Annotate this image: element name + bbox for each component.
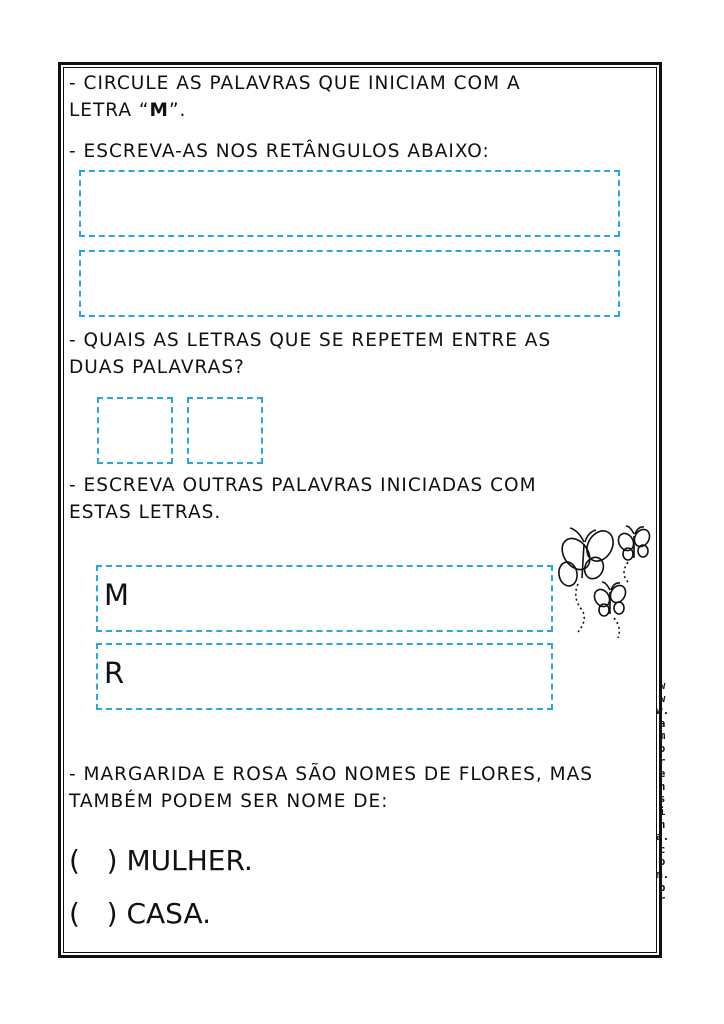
q1-highlight-letter: M [149, 100, 169, 121]
q1-line1: - CIRCULE AS PALAVRAS QUE INICIAM COM A [69, 73, 521, 94]
option-checkbox[interactable]: ( ) [69, 844, 118, 877]
site-watermark: www.amorensina.com.br [656, 679, 670, 907]
q1-line2-prefix: LETRA “ [69, 100, 150, 121]
option-casa[interactable] [69, 897, 211, 930]
q5-line2: TAMBÉM PODEM SER NOME DE: [69, 791, 389, 812]
q5-line1: - MARGARIDA E ROSA SÃO NOMES DE FLORES, MAS [69, 764, 593, 785]
option-label: MULHER. [126, 844, 253, 877]
q4-line2: ESTAS LETRAS. [69, 502, 222, 523]
butterflies-icon [548, 524, 658, 640]
q1-line2-suffix: ”. [168, 100, 187, 121]
answer-box-1[interactable] [79, 170, 620, 237]
letter-box-1[interactable] [97, 397, 173, 464]
r-words-box[interactable] [96, 643, 553, 710]
q3-line1: - QUAIS AS LETRAS QUE SE REPETEM ENTRE AS [69, 330, 552, 351]
option-label: CASA. [126, 897, 212, 930]
r-letter-label: R [104, 656, 125, 690]
m-letter-label: M [104, 578, 130, 612]
q4-line1: - ESCREVA OUTRAS PALAVRAS INICIADAS COM [69, 475, 537, 496]
m-words-box[interactable] [96, 565, 553, 632]
q1-line2 [69, 98, 186, 124]
option-mulher[interactable] [69, 844, 253, 877]
answer-box-2[interactable] [79, 250, 620, 317]
option-checkbox[interactable]: ( ) [69, 897, 118, 930]
letter-box-2[interactable] [187, 397, 263, 464]
q2-instruction: - ESCREVA-AS NOS RETÂNGULOS ABAIXO: [69, 141, 490, 162]
q3-line2: DUAS PALAVRAS? [69, 357, 245, 378]
